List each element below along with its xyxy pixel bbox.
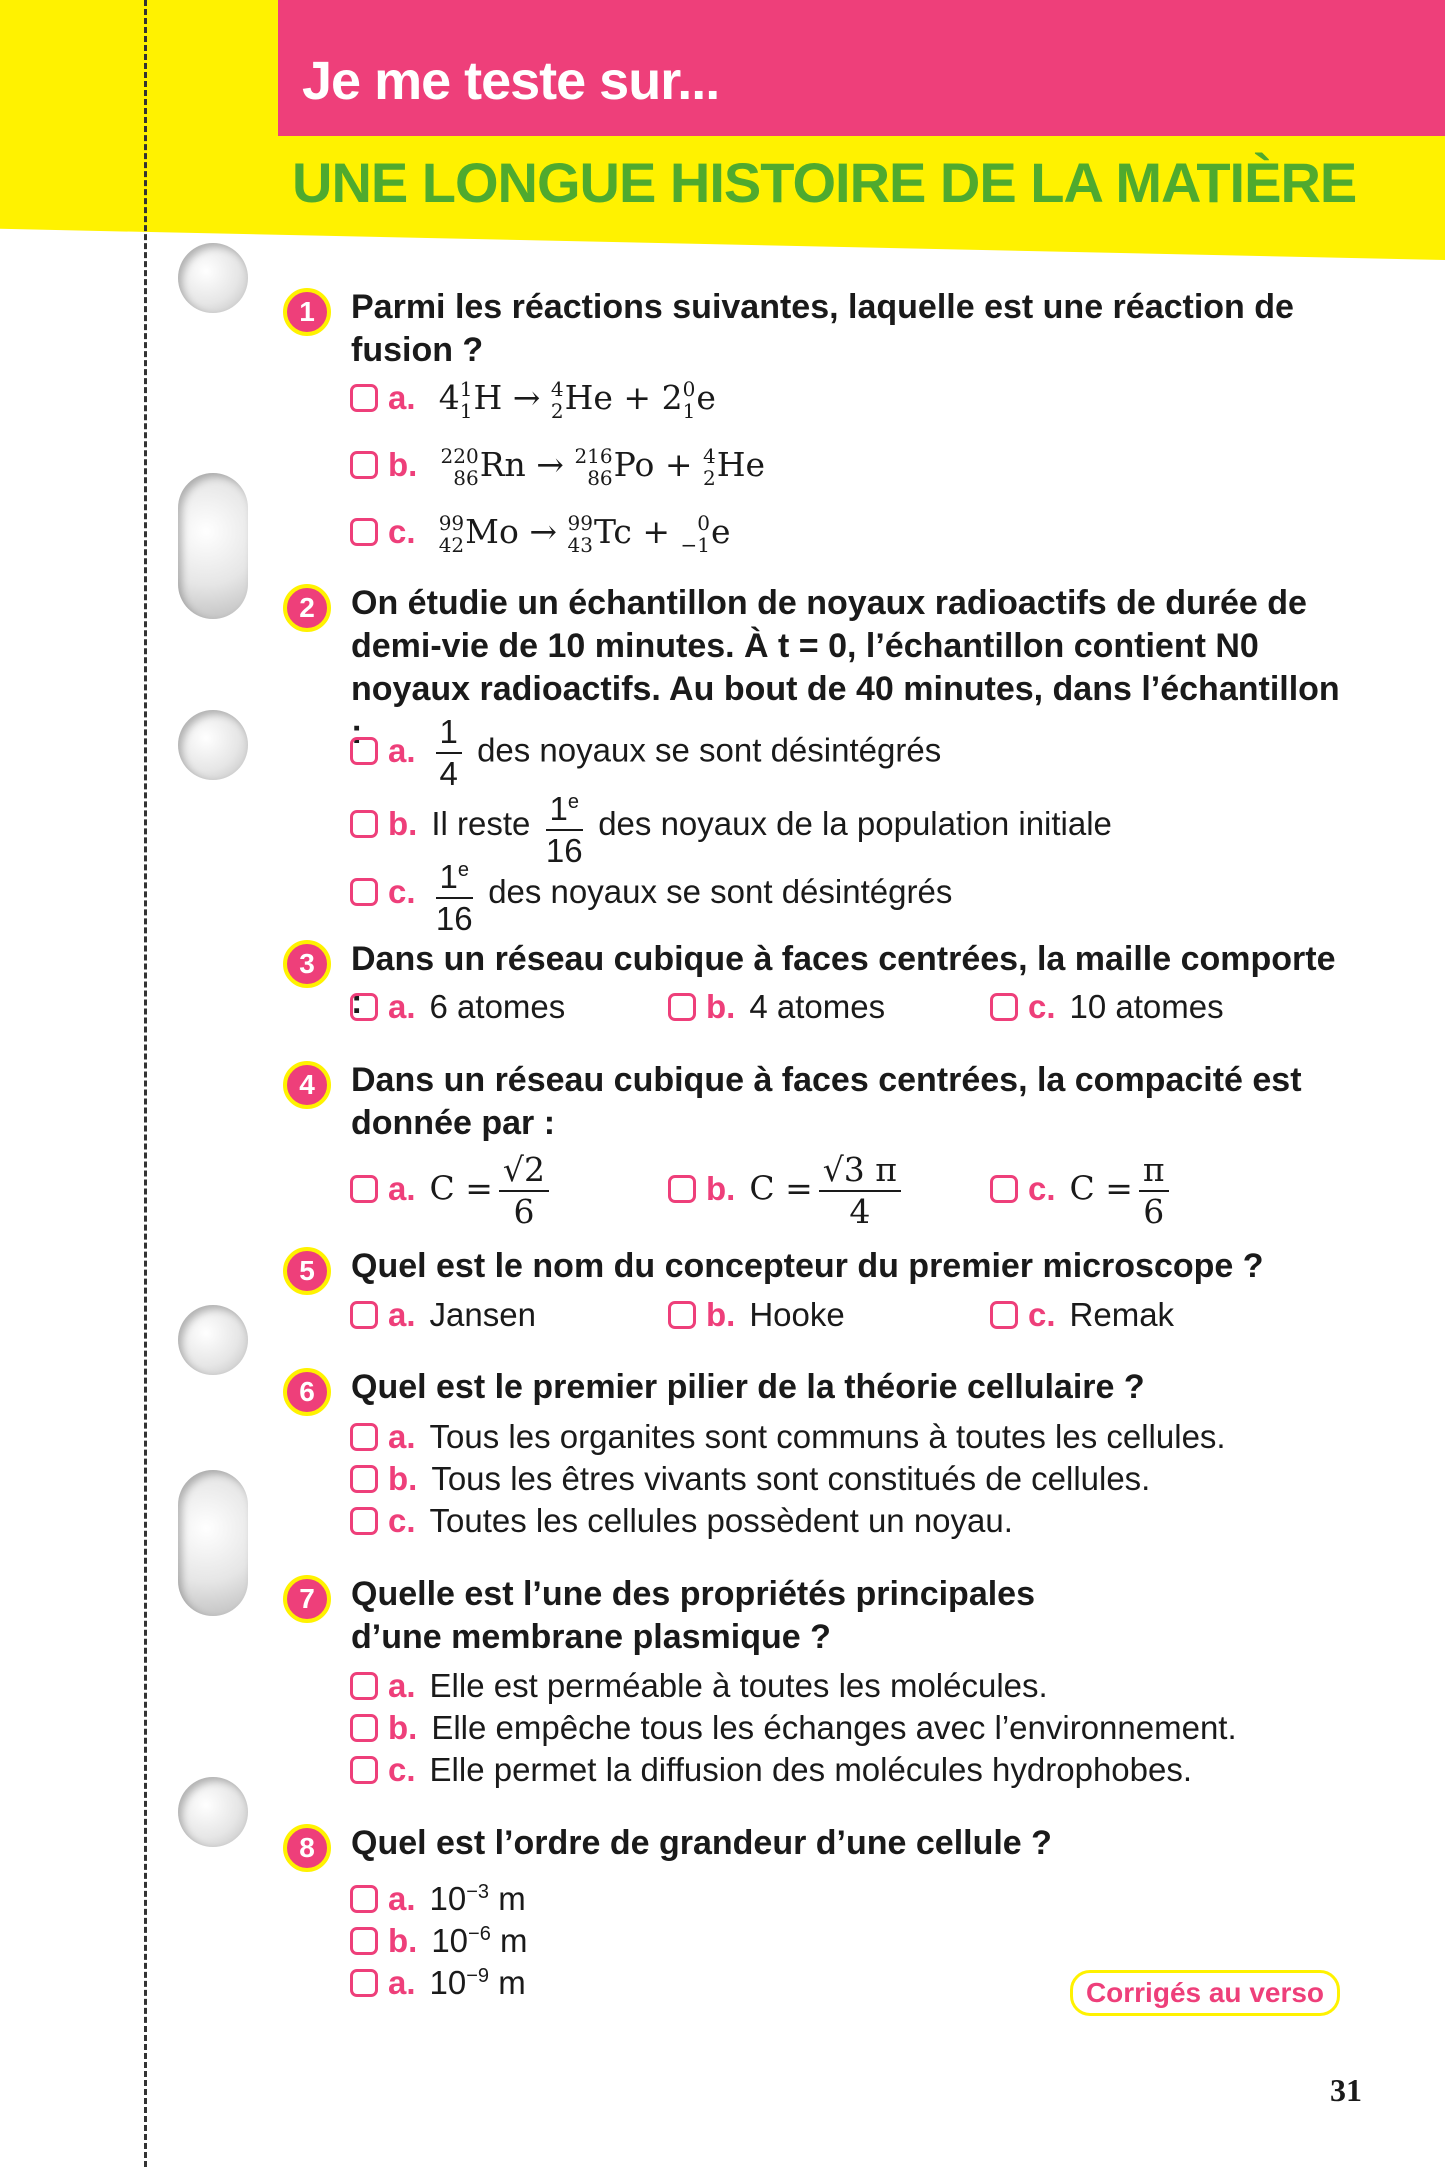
checkbox[interactable] xyxy=(350,810,378,838)
question-number: 3 xyxy=(283,940,331,988)
option-5c[interactable]: c. Remak xyxy=(990,1295,1174,1335)
page-title: UNE LONGUE HISTOIRE DE LA MATIÈRE xyxy=(292,151,1357,214)
question-text: Quel est le nom du concepteur du premier microscope ? xyxy=(351,1247,1264,1285)
question-text: Parmi les réactions suivantes, laquelle est une réaction de fusion ? xyxy=(351,288,1294,369)
option-7a[interactable]: a. Elle est perméable à toutes les molécules. xyxy=(350,1666,1048,1706)
option-1b[interactable]: b. 220 86 Rn → 216 86 Po + 4 2 He xyxy=(350,445,765,489)
option-6b[interactable]: b. Tous les êtres vivants sont constitués de cellules. xyxy=(350,1459,1150,1499)
checkbox[interactable] xyxy=(350,518,378,546)
perforation-line xyxy=(144,0,147,2167)
option-4b[interactable]: b. C = $\frac{√3 \pi}{4}$ xyxy=(668,1150,907,1232)
checkbox[interactable] xyxy=(350,993,378,1021)
checkbox[interactable] xyxy=(350,1507,378,1535)
checkbox[interactable] xyxy=(350,1301,378,1329)
option-2c[interactable]: c. $\frac{1^e}{16}$ des noyaux se sont désintégrés xyxy=(350,850,952,939)
header-title: Je me teste sur... xyxy=(302,51,720,111)
question-text: Dans un réseau cubique à faces centrées, la compacité est donnée par : xyxy=(351,1061,1302,1142)
option-5a[interactable]: a. Jansen xyxy=(350,1295,536,1335)
checkbox[interactable] xyxy=(350,1714,378,1742)
checkbox[interactable] xyxy=(350,737,378,765)
option-4c[interactable]: c. C = $\frac{\pi}{6}$ xyxy=(990,1150,1175,1232)
option-8a[interactable]: a. $10^{-3}$ m xyxy=(350,1872,526,1919)
option-4a[interactable]: a. C = $\frac{√2}{6}$ xyxy=(350,1150,555,1232)
option-7c[interactable]: c. Elle permet la diffusion des molécules hydrophobes. xyxy=(350,1750,1192,1790)
checkbox[interactable] xyxy=(350,1927,378,1955)
checkbox[interactable] xyxy=(350,878,378,906)
checkbox[interactable] xyxy=(668,1175,696,1203)
question-text: Dans un réseau cubique à faces centrées, la maille comporte : xyxy=(351,940,1336,1021)
question-text: Quelle est l’une des propriétés principales d’une membrane plasmique ? xyxy=(351,1575,1036,1656)
checkbox[interactable] xyxy=(990,1301,1018,1329)
option-6a[interactable]: a. Tous les organites sont communs à toutes les cellules. xyxy=(350,1417,1226,1457)
checkbox[interactable] xyxy=(350,1423,378,1451)
question-text: On étudie un échantillon de noyaux radioactifs de durée de demi-vie de 10 minutes. À t = 0, l’échantillon contient N0 noyaux radioactifs. Au bout de 40 minutes, dans l’échantillon : xyxy=(351,584,1340,751)
checkbox[interactable] xyxy=(990,993,1018,1021)
question-number: 4 xyxy=(283,1061,331,1109)
question-number: 6 xyxy=(283,1368,331,1416)
option-7b[interactable]: b. Elle empêche tous les échanges avec l’environnement. xyxy=(350,1708,1237,1748)
checkbox[interactable] xyxy=(668,1301,696,1329)
answers-link-badge[interactable]: Corrigés au verso xyxy=(1070,1970,1340,2016)
binder-hole xyxy=(178,1777,248,1847)
checkbox[interactable] xyxy=(350,1672,378,1700)
option-5b[interactable]: b. Hooke xyxy=(668,1295,845,1335)
option-8c[interactable]: a. $10^{-9}$ m xyxy=(350,1956,526,2003)
checkbox[interactable] xyxy=(990,1175,1018,1203)
binder-hole xyxy=(178,1470,248,1616)
checkbox[interactable] xyxy=(350,384,378,412)
checkbox[interactable] xyxy=(350,451,378,479)
checkbox[interactable] xyxy=(668,993,696,1021)
checkbox[interactable] xyxy=(350,1885,378,1913)
option-3c[interactable]: c. 10 atomes xyxy=(990,987,1224,1027)
question-text: Quel est l’ordre de grandeur d’une cellule ? xyxy=(351,1824,1052,1862)
binder-hole xyxy=(178,710,248,780)
page-number: 31 xyxy=(1330,2072,1362,2108)
question-number: 2 xyxy=(283,584,331,632)
option-8b[interactable]: b. $10^{-6}$ m xyxy=(350,1914,528,1961)
binder-hole xyxy=(178,473,248,619)
option-3b[interactable]: b. 4 atomes xyxy=(668,987,885,1027)
option-2a[interactable]: a. $\frac{1}{4}$ des noyaux se sont désintégrés xyxy=(350,712,941,794)
checkbox[interactable] xyxy=(350,1756,378,1784)
question-number: 8 xyxy=(283,1824,331,1872)
option-2b[interactable]: b. Il reste $\frac{1^e}{16}$ des noyaux de la population initiale xyxy=(350,782,1112,871)
binder-hole xyxy=(178,243,248,313)
question-number: 5 xyxy=(283,1247,331,1295)
option-1c[interactable]: c. 99 42 Mo → 99 43 Tc + 0 −1 e xyxy=(350,512,731,556)
checkbox[interactable] xyxy=(350,1175,378,1203)
option-3a[interactable]: a. 6 atomes xyxy=(350,987,565,1027)
question-number: 7 xyxy=(283,1575,331,1623)
checkbox[interactable] xyxy=(350,1969,378,1997)
question-number: 1 xyxy=(283,288,331,336)
option-6c[interactable]: c. Toutes les cellules possèdent un noyau. xyxy=(350,1501,1013,1541)
checkbox[interactable] xyxy=(350,1465,378,1493)
option-1a[interactable]: a. 4 1 1 H → 4 2 He + 2 0 1 e xyxy=(350,378,716,422)
question-text: Quel est le premier pilier de la théorie cellulaire ? xyxy=(351,1368,1145,1406)
binder-hole xyxy=(178,1305,248,1375)
